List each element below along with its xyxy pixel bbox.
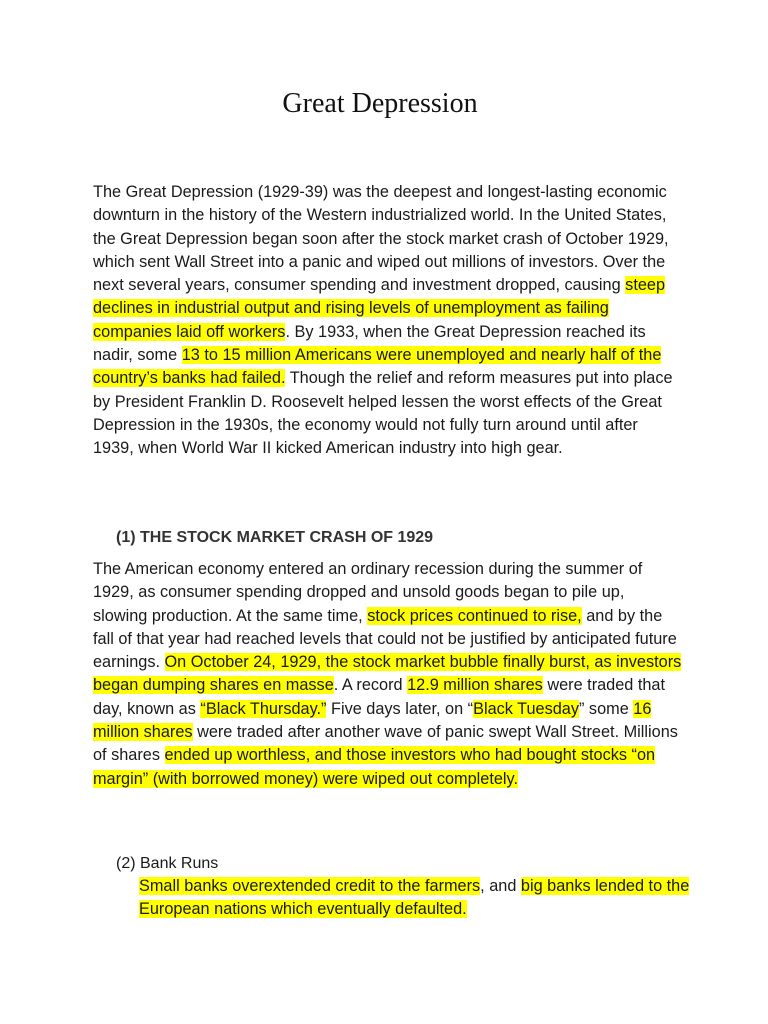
s2-highlight-2: big banks lended to the European nations which eventually defaulted. [139, 877, 690, 919]
s1-text-1: The American economy entered an ordinary recession during the summer of 1929, as consumer spending dropped and unsold goods began to pile up, slowing production. At the same time, [93, 560, 643, 625]
intro-text-2: . By 1933, when the Great Depression reached its nadir, some [93, 322, 646, 365]
s1-highlight-3: 12.9 million shares [407, 676, 543, 695]
intro-highlight-1: steep declines in industrial output and rising levels of unemployment as failing companies laid off workers [93, 276, 666, 341]
section2-paragraph [139, 875, 699, 922]
section1-heading: THE STOCK MARKET CRASH OF 1929 [140, 529, 434, 546]
s1-highlight-2: On October 24, 1929, the stock market bubble finally burst, as investors began dumping shares en masse [93, 653, 682, 695]
intro-text-3: Though the relief and reform measures put into place by President Franklin D. Roosevelt helped lessen the worst effects of the Great Depression in the 1930s, the economy would not fully turn around until after 1939, when World War II kicked American industry into high gear. [93, 369, 673, 458]
s1-text-6: ” some [578, 699, 634, 718]
s1-text-7: were traded after another wave of panic swept Wall Street. Millions of shares [93, 723, 678, 765]
section1-number: (1) [116, 529, 136, 546]
section2-heading: Bank Runs [140, 855, 219, 872]
s1-text-5: Five days later, on “ [326, 699, 474, 718]
s2-highlight-1: Small banks overextended credit to the farmers [139, 877, 481, 895]
s1-highlight-1: stock prices continued to rise, [367, 606, 582, 625]
s1-highlight-5: Black Tuesday [473, 699, 579, 718]
s1-text-2: and by the fall of that year had reached levels that could not be justified by anticipated future earnings. [93, 606, 677, 672]
s2-text-1: , and [480, 877, 521, 895]
section1-paragraph [93, 558, 683, 791]
intro-text-1: The Great Depression (1929-39) was the deepest and longest-lasting economic downturn in the history of the Western industrialized world. In the United States, the Great Depression began soon after the stock market crash of October 1929, which sent Wall Street into a panic and wiped out millions of investors. Over the next several years, consumer spending and investment dropped, causing [93, 183, 669, 295]
s1-highlight-7: ended up worthless, and those investors who had bought stocks “on margin” (with borrowed money) were wiped out completely. [93, 746, 656, 788]
s1-text-4: were traded that day, known as [93, 676, 666, 718]
intro-paragraph [93, 181, 683, 461]
section2-number: (2) [116, 855, 136, 872]
document-title: Great Depression [282, 88, 478, 119]
s1-highlight-6: 16 million shares [93, 699, 652, 742]
intro-highlight-2: 13 to 15 million Americans were unemployed and nearly half of the country’s banks had failed. [93, 346, 662, 388]
s1-highlight-4: “Black Thursday.” [200, 699, 327, 718]
s1-text-3: . A record [333, 676, 408, 695]
